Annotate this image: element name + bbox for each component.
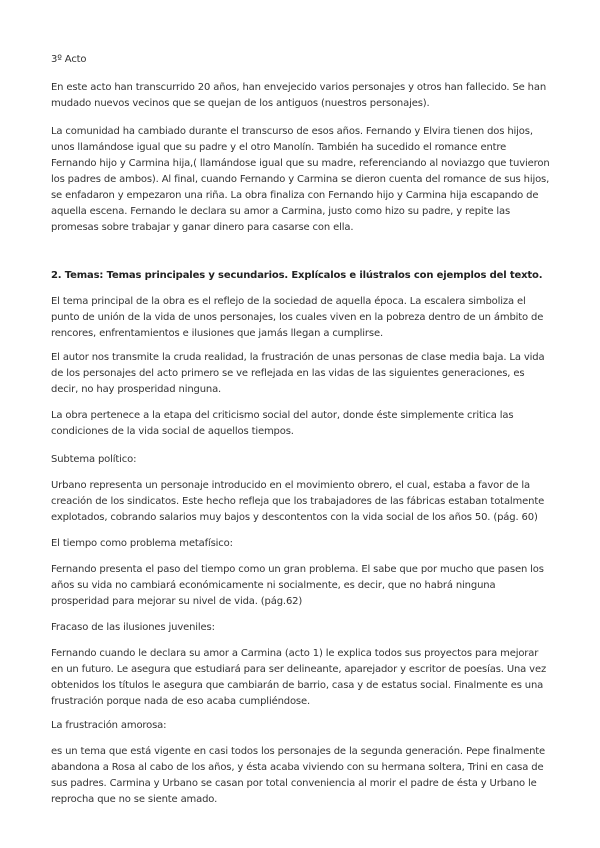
paragraph-act-1: En este acto han transcurrido 20 años, han envejecido varios personajes y otros han fallecido. Se han mudado nuevos vecinos que se quejan de los antiguos (nuestros personajes). (51, 82, 547, 109)
subtheme-political-label: Subtema político: (51, 454, 137, 465)
paragraph-act-2: La comunidad ha cambiado durante el transcurso de esos años. Fernando y Elvira tienen dos hijos, unos llamándose igual que su padre y el otro Manolín. También ha sucedido el romance entre Fernando hijo y Carmina hija,( llamándose igual que su madre, referenciando al noviazgo que tuvieron los padres de ambos). Al final, cuando Fernando y Carmina se dieron cuenta del romance de sus hijos, se enfadaron y empezaron una riña. La obra finaliza con Fernando hijo y Carmina hija escapando de aquella escena. Fernando le declara su amor a Carmina, justo como hizo su padre, y repite las promesas sobre trabajar y ganar dinero para casarse con ella. (51, 126, 550, 233)
subtheme-political-text: Urbano representa un personaje introducido en el movimiento obrero, el cual, estaba a favor de la creación de los sindicatos. Este hecho refleja que los trabajadores de las fábricas estaban totalmente explotados, cobrando salarios muy bajos y descontentos con la vida social de los años 50. (pág. 60) (51, 480, 545, 523)
act-title: 3º Acto (51, 54, 87, 65)
subtheme-time-text: Fernando presenta el paso del tiempo como un gran problema. El sabe que por mucho que pasen los años su vida no cambiará económicamente ni socialmente, es decir, que no habrá ninguna prosperidad para mejorar su nivel de vida. (pág.62) (51, 564, 544, 607)
subtheme-illusions-label: Fracaso de las ilusiones juveniles: (51, 622, 215, 633)
subtheme-love-text: es un tema que está vigente en casi todos los personajes de la segunda generación. Pepe finalmente abandona a Rosa al cabo de los años, y ésta acaba viviendo con su hermana soltera, Trini en casa de sus padres. Carmina y Urbano se casan por total conveniencia al morir el padre de ésta y Urbano le reprocha que no se siente amado. (51, 746, 546, 805)
themes-intro-2: El autor nos transmite la cruda realidad, la frustración de unas personas de clase media baja. La vida de los personajes del acto primero se ve reflejada en las vidas de las siguientes generaciones, es decir, no hay prosperidad ninguna. (51, 352, 545, 395)
section-heading: 2. Temas: Temas principales y secundarios. Explícalos e ilústralos con ejemplos del texto. (51, 270, 543, 281)
subtheme-time-label: El tiempo como problema metafísico: (51, 538, 233, 549)
themes-intro-3: La obra pertenece a la etapa del criticismo social del autor, donde éste simplemente critica las condiciones de la vida social de aquellos tiempos. (51, 410, 514, 437)
subtheme-love-label: La frustración amorosa: (51, 720, 167, 731)
themes-intro-1: El tema principal de la obra es el reflejo de la sociedad de aquella época. La escalera simboliza el punto de unión de la vida de unos personajes, los cuales viven en la pobreza dentro de un ámbito de rencores, enfrentamientos e ilusiones que jamás llegan a cumplirse. (51, 296, 544, 339)
subtheme-illusions-text: Fernando cuando le declara su amor a Carmina (acto 1) le explica todos sus proyectos para mejorar en un futuro. Le asegura que estudiará para ser delineante, aparejador y escritor de poesías. Una vez obtenidos los títulos le asegura que cambiarán de barrio, casa y de estatus social. Finalmente es una frustración porque nada de eso acaba cumpliéndose. (51, 648, 547, 707)
